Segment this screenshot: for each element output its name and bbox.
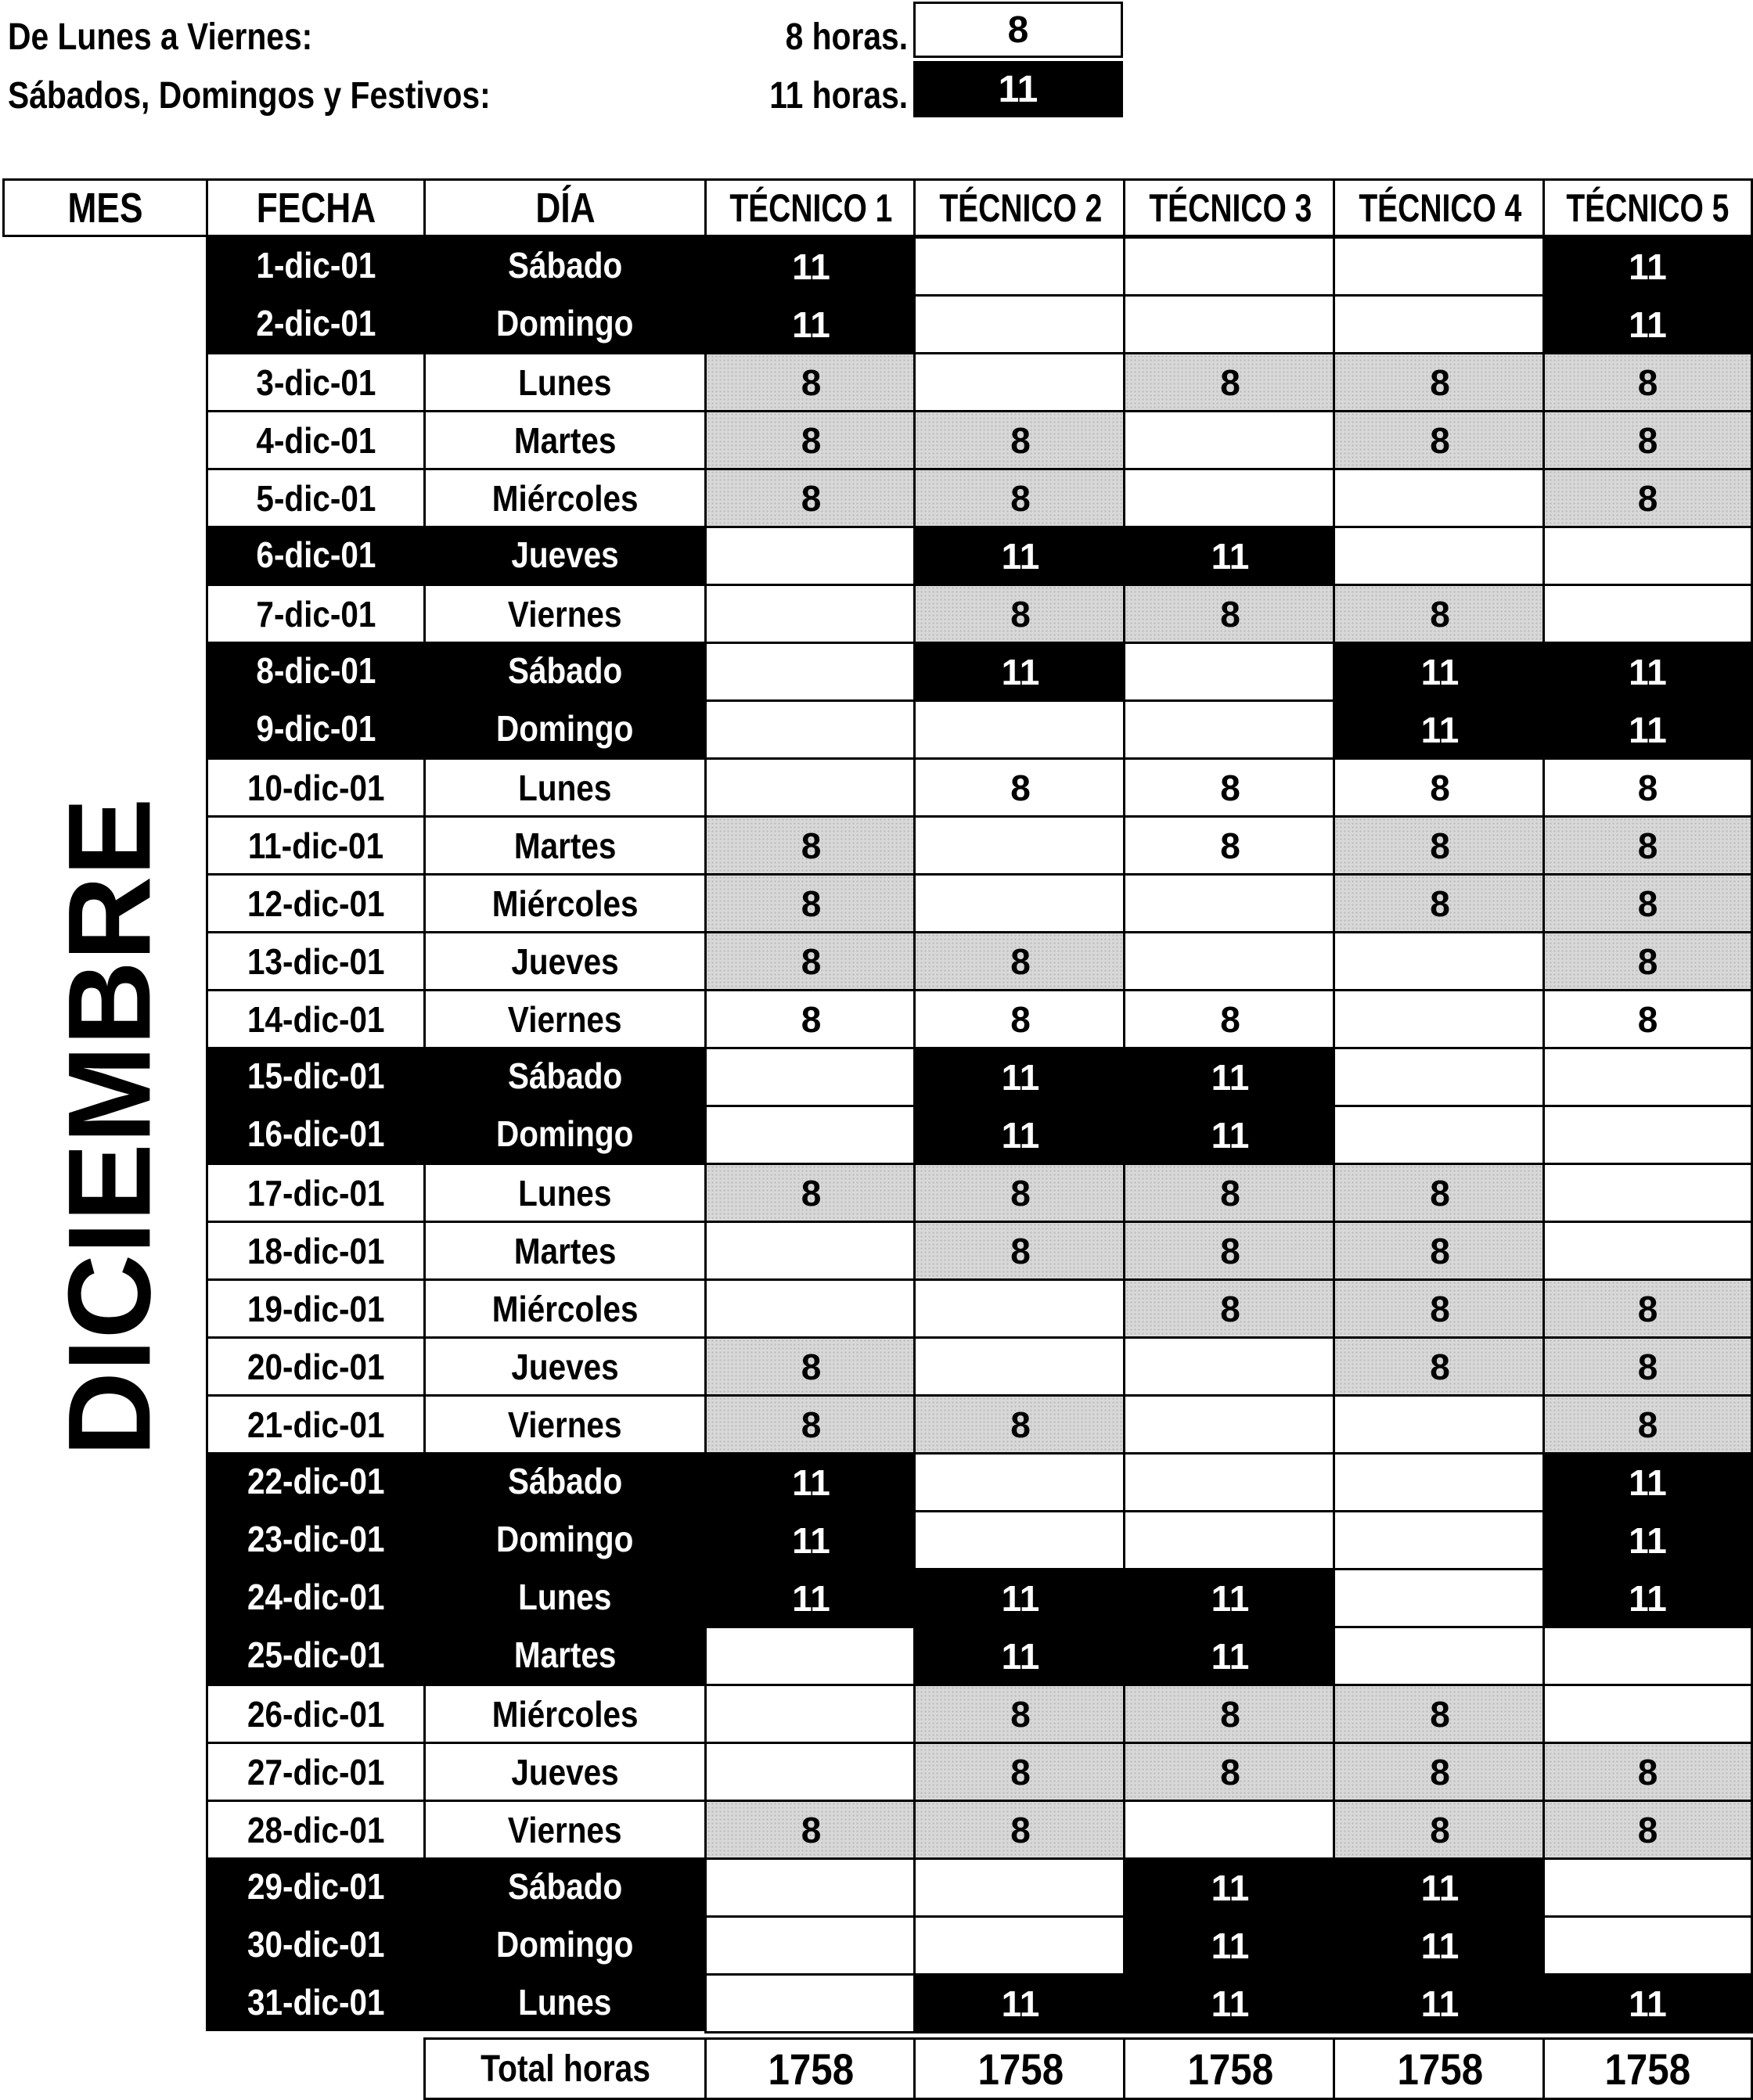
header-dia: DÍA [423, 178, 707, 237]
header-tecnico-5: TÉCNICO 5 [1542, 178, 1753, 237]
hours-cell-tecnico-5 [1542, 1684, 1753, 1744]
header-tecnico-2: TÉCNICO 2 [913, 178, 1128, 237]
hours-cell-tecnico-3 [1123, 1394, 1337, 1455]
day-cell: Miércoles [423, 1278, 707, 1339]
hours-cell-tecnico-3 [1123, 294, 1337, 354]
hours-cell-tecnico-1: 8 [704, 468, 918, 528]
hours-cell-tecnico-2: 11 [913, 1568, 1128, 1628]
hours-cell-tecnico-1 [704, 1221, 918, 1281]
hours-cell-tecnico-2 [913, 1857, 1128, 1918]
total-hours-tecnico-5: 1758 [1542, 2037, 1753, 2100]
hours-cell-tecnico-5: 11 [1542, 294, 1753, 354]
date-cell: 6-dic-01 [206, 526, 426, 584]
hours-cell-tecnico-3: 11 [1123, 1973, 1337, 2033]
hours-cell-tecnico-1: 8 [704, 352, 918, 412]
hours-cell-tecnico-5: 8 [1542, 1278, 1753, 1339]
hours-cell-tecnico-5: 8 [1542, 1800, 1753, 1860]
hours-cell-tecnico-4 [1333, 1568, 1547, 1628]
hours-cell-tecnico-2 [913, 294, 1128, 354]
hours-cell-tecnico-4: 11 [1333, 1915, 1547, 1976]
hours-cell-tecnico-5: 8 [1542, 410, 1753, 470]
hours-cell-tecnico-1 [704, 1278, 918, 1339]
day-cell: Martes [423, 1221, 707, 1281]
date-cell: 29-dic-01 [206, 1857, 426, 1915]
hours-cell-tecnico-1 [704, 1105, 918, 1165]
hours-cell-tecnico-2: 8 [913, 468, 1128, 528]
hours-cell-tecnico-3: 11 [1123, 1857, 1337, 1918]
hours-cell-tecnico-2 [913, 1452, 1128, 1512]
date-cell: 14-dic-01 [206, 989, 426, 1049]
date-cell: 30-dic-01 [206, 1915, 426, 1973]
day-cell: Jueves [423, 1742, 707, 1802]
date-cell: 15-dic-01 [206, 1047, 426, 1105]
hours-cell-tecnico-4 [1333, 989, 1547, 1049]
hours-cell-tecnico-3 [1123, 236, 1337, 297]
hours-cell-tecnico-1: 8 [704, 1800, 918, 1860]
hours-cell-tecnico-4 [1333, 1105, 1547, 1165]
day-cell: Jueves [423, 1336, 707, 1397]
hours-cell-tecnico-2: 8 [913, 1684, 1128, 1744]
hours-cell-tecnico-4 [1333, 1626, 1547, 1686]
date-cell: 28-dic-01 [206, 1800, 426, 1860]
date-cell: 17-dic-01 [206, 1163, 426, 1223]
hours-cell-tecnico-1 [704, 1742, 918, 1802]
hours-cell-tecnico-4 [1333, 1047, 1547, 1107]
hours-cell-tecnico-4: 11 [1333, 642, 1547, 702]
hours-cell-tecnico-2: 8 [913, 1221, 1128, 1281]
hours-cell-tecnico-5 [1542, 1915, 1753, 1976]
header-tecnico-3: TÉCNICO 3 [1123, 178, 1337, 237]
day-cell: Domingo [423, 1105, 707, 1163]
day-cell: Domingo [423, 1510, 707, 1568]
date-cell: 4-dic-01 [206, 410, 426, 470]
hours-cell-tecnico-5: 8 [1542, 352, 1753, 412]
hours-cell-tecnico-5: 11 [1542, 1510, 1753, 1570]
hours-cell-tecnico-5: 8 [1542, 931, 1753, 991]
hours-cell-tecnico-2: 8 [913, 1163, 1128, 1223]
hours-cell-tecnico-5 [1542, 584, 1753, 644]
hours-cell-tecnico-2 [913, 236, 1128, 297]
day-cell: Viernes [423, 1394, 707, 1455]
hours-cell-tecnico-2: 11 [913, 642, 1128, 702]
weekday-legend-hours: 8 horas. [785, 16, 908, 58]
day-cell: Sábado [423, 1047, 707, 1105]
hours-cell-tecnico-3 [1123, 1336, 1337, 1397]
hours-cell-tecnico-3 [1123, 1452, 1337, 1512]
hours-cell-tecnico-3: 8 [1123, 757, 1337, 818]
hours-cell-tecnico-3: 8 [1123, 1221, 1337, 1281]
hours-cell-tecnico-3 [1123, 410, 1337, 470]
hours-cell-tecnico-5: 8 [1542, 1336, 1753, 1397]
date-cell: 11-dic-01 [206, 815, 426, 876]
hours-cell-tecnico-3: 11 [1123, 526, 1337, 586]
hours-cell-tecnico-2: 8 [913, 1742, 1128, 1802]
day-cell: Sábado [423, 1452, 707, 1510]
hours-cell-tecnico-2: 11 [913, 1105, 1128, 1165]
hours-cell-tecnico-2 [913, 1915, 1128, 1976]
hours-cell-tecnico-1 [704, 584, 918, 644]
hours-cell-tecnico-1 [704, 1915, 918, 1976]
hours-cell-tecnico-2 [913, 352, 1128, 412]
hours-cell-tecnico-5 [1542, 1626, 1753, 1686]
hours-cell-tecnico-1: 8 [704, 1336, 918, 1397]
hours-cell-tecnico-3 [1123, 1800, 1337, 1860]
header-tecnico-4: TÉCNICO 4 [1333, 178, 1547, 237]
day-cell: Domingo [423, 1915, 707, 1973]
hours-cell-tecnico-5: 8 [1542, 1394, 1753, 1455]
hours-cell-tecnico-3 [1123, 1510, 1337, 1570]
hours-cell-tecnico-1: 8 [704, 1163, 918, 1223]
weekday-legend-label: De Lunes a Viernes: [8, 16, 313, 58]
hours-cell-tecnico-1 [704, 1857, 918, 1918]
hours-cell-tecnico-5 [1542, 1105, 1753, 1165]
hours-cell-tecnico-5: 11 [1542, 236, 1753, 297]
hours-cell-tecnico-4 [1333, 931, 1547, 991]
day-cell: Jueves [423, 931, 707, 991]
total-hours-tecnico-3: 1758 [1123, 2037, 1337, 2100]
hours-cell-tecnico-3 [1123, 699, 1337, 760]
hours-cell-tecnico-4: 8 [1333, 1221, 1547, 1281]
day-cell: Miércoles [423, 468, 707, 528]
total-hours-label: Total horas [423, 2037, 708, 2100]
date-cell: 21-dic-01 [206, 1394, 426, 1455]
hours-cell-tecnico-4: 8 [1333, 584, 1547, 644]
hours-cell-tecnico-4: 11 [1333, 699, 1547, 760]
hours-cell-tecnico-5: 11 [1542, 1452, 1753, 1512]
hours-cell-tecnico-1: 8 [704, 815, 918, 876]
day-cell: Domingo [423, 294, 707, 352]
hours-cell-tecnico-5: 8 [1542, 757, 1753, 818]
hours-cell-tecnico-4: 8 [1333, 1163, 1547, 1223]
hours-cell-tecnico-4 [1333, 526, 1547, 586]
weekend-legend-hours: 11 horas. [769, 75, 908, 117]
hours-cell-tecnico-1 [704, 1626, 918, 1686]
hours-cell-tecnico-1: 11 [704, 1510, 918, 1570]
hours-cell-tecnico-5: 8 [1542, 989, 1753, 1049]
hours-cell-tecnico-1 [704, 1973, 918, 2033]
hours-cell-tecnico-2 [913, 1336, 1128, 1397]
hours-cell-tecnico-3: 8 [1123, 1278, 1337, 1339]
hours-cell-tecnico-3: 8 [1123, 989, 1337, 1049]
hours-cell-tecnico-3: 8 [1123, 352, 1337, 412]
hours-cell-tecnico-4: 11 [1333, 1857, 1547, 1918]
date-cell: 5-dic-01 [206, 468, 426, 528]
hours-cell-tecnico-2: 11 [913, 526, 1128, 586]
hours-cell-tecnico-2 [913, 699, 1128, 760]
day-cell: Sábado [423, 236, 707, 294]
day-cell: Domingo [423, 699, 707, 757]
hours-cell-tecnico-4: 8 [1333, 352, 1547, 412]
header-mes: MES [2, 178, 208, 237]
date-cell: 18-dic-01 [206, 1221, 426, 1281]
day-cell: Lunes [423, 757, 707, 818]
month-label: DICIEMBRE [43, 797, 175, 1456]
hours-cell-tecnico-4: 8 [1333, 410, 1547, 470]
hours-cell-tecnico-2 [913, 873, 1128, 933]
hours-cell-tecnico-2: 8 [913, 1800, 1128, 1860]
hours-cell-tecnico-4 [1333, 468, 1547, 528]
hours-cell-tecnico-3: 11 [1123, 1915, 1337, 1976]
hours-cell-tecnico-1: 8 [704, 410, 918, 470]
hours-cell-tecnico-5: 8 [1542, 468, 1753, 528]
date-cell: 26-dic-01 [206, 1684, 426, 1744]
hours-cell-tecnico-3 [1123, 931, 1337, 991]
hours-cell-tecnico-2 [913, 1510, 1128, 1570]
hours-cell-tecnico-3: 11 [1123, 1626, 1337, 1686]
hours-cell-tecnico-4: 8 [1333, 1742, 1547, 1802]
day-cell: Miércoles [423, 873, 707, 933]
date-cell: 10-dic-01 [206, 757, 426, 818]
day-cell: Lunes [423, 352, 707, 412]
hours-cell-tecnico-2: 8 [913, 584, 1128, 644]
date-cell: 27-dic-01 [206, 1742, 426, 1802]
date-cell: 1-dic-01 [206, 236, 426, 294]
day-cell: Lunes [423, 1163, 707, 1223]
hours-cell-tecnico-1: 11 [704, 1452, 918, 1512]
hours-cell-tecnico-5 [1542, 1163, 1753, 1223]
hours-cell-tecnico-3 [1123, 873, 1337, 933]
hours-cell-tecnico-1 [704, 1047, 918, 1107]
header-fecha: FECHA [206, 178, 426, 237]
hours-cell-tecnico-5 [1542, 526, 1753, 586]
hours-cell-tecnico-3: 11 [1123, 1568, 1337, 1628]
date-cell: 7-dic-01 [206, 584, 426, 644]
date-cell: 22-dic-01 [206, 1452, 426, 1510]
hours-cell-tecnico-2: 8 [913, 931, 1128, 991]
hours-cell-tecnico-5: 8 [1542, 1742, 1753, 1802]
day-cell: Martes [423, 815, 707, 876]
hours-cell-tecnico-5: 8 [1542, 815, 1753, 876]
hours-cell-tecnico-4: 8 [1333, 815, 1547, 876]
day-cell: Viernes [423, 989, 707, 1049]
hours-cell-tecnico-1 [704, 1684, 918, 1744]
hours-cell-tecnico-1 [704, 699, 918, 760]
hours-cell-tecnico-2: 11 [913, 1047, 1128, 1107]
hours-cell-tecnico-2: 8 [913, 1394, 1128, 1455]
date-cell: 16-dic-01 [206, 1105, 426, 1163]
hours-cell-tecnico-5 [1542, 1047, 1753, 1107]
hours-cell-tecnico-4: 8 [1333, 1684, 1547, 1744]
hours-cell-tecnico-1 [704, 526, 918, 586]
hours-cell-tecnico-3 [1123, 468, 1337, 528]
hours-cell-tecnico-1 [704, 642, 918, 702]
hours-cell-tecnico-1: 8 [704, 989, 918, 1049]
day-cell: Viernes [423, 1800, 707, 1860]
weekend-legend-box: 11 [913, 61, 1123, 117]
hours-cell-tecnico-1: 8 [704, 873, 918, 933]
hours-cell-tecnico-4 [1333, 1452, 1547, 1512]
date-cell: 13-dic-01 [206, 931, 426, 991]
hours-cell-tecnico-5: 8 [1542, 873, 1753, 933]
hours-cell-tecnico-1: 11 [704, 294, 918, 354]
total-hours-tecnico-1: 1758 [704, 2037, 918, 2100]
hours-cell-tecnico-4: 11 [1333, 1973, 1547, 2033]
hours-cell-tecnico-2: 8 [913, 410, 1128, 470]
date-cell: 2-dic-01 [206, 294, 426, 352]
date-cell: 25-dic-01 [206, 1626, 426, 1684]
hours-cell-tecnico-2: 8 [913, 757, 1128, 818]
hours-cell-tecnico-2: 11 [913, 1626, 1128, 1686]
day-cell: Miércoles [423, 1684, 707, 1744]
day-cell: Lunes [423, 1568, 707, 1626]
day-cell: Jueves [423, 526, 707, 584]
day-cell: Viernes [423, 584, 707, 644]
hours-cell-tecnico-1: 11 [704, 236, 918, 297]
hours-cell-tecnico-4: 8 [1333, 1800, 1547, 1860]
hours-cell-tecnico-3: 8 [1123, 815, 1337, 876]
hours-cell-tecnico-3: 11 [1123, 1105, 1337, 1165]
hours-cell-tecnico-4: 8 [1333, 1278, 1547, 1339]
hours-cell-tecnico-3: 8 [1123, 1684, 1337, 1744]
weekend-legend-label: Sábados, Domingos y Festivos: [8, 75, 491, 117]
hours-cell-tecnico-4 [1333, 1510, 1547, 1570]
date-cell: 19-dic-01 [206, 1278, 426, 1339]
hours-cell-tecnico-5: 11 [1542, 1568, 1753, 1628]
hours-cell-tecnico-4 [1333, 236, 1547, 297]
hours-cell-tecnico-2 [913, 1278, 1128, 1339]
hours-cell-tecnico-1: 8 [704, 1394, 918, 1455]
date-cell: 23-dic-01 [206, 1510, 426, 1568]
hours-cell-tecnico-1: 8 [704, 931, 918, 991]
date-cell: 8-dic-01 [206, 642, 426, 699]
day-cell: Martes [423, 1626, 707, 1684]
weekday-legend-box: 8 [913, 2, 1123, 58]
day-cell: Sábado [423, 642, 707, 699]
date-cell: 31-dic-01 [206, 1973, 426, 2031]
hours-cell-tecnico-4: 8 [1333, 757, 1547, 818]
date-cell: 12-dic-01 [206, 873, 426, 933]
date-cell: 3-dic-01 [206, 352, 426, 412]
hours-cell-tecnico-2 [913, 815, 1128, 876]
total-hours-tecnico-2: 1758 [913, 2037, 1128, 2100]
hours-cell-tecnico-5 [1542, 1221, 1753, 1281]
date-cell: 24-dic-01 [206, 1568, 426, 1626]
hours-cell-tecnico-5: 11 [1542, 1973, 1753, 2033]
hours-cell-tecnico-4: 8 [1333, 873, 1547, 933]
hours-cell-tecnico-4: 8 [1333, 1336, 1547, 1397]
hours-cell-tecnico-3 [1123, 642, 1337, 702]
day-cell: Lunes [423, 1973, 707, 2031]
day-cell: Martes [423, 410, 707, 470]
hours-cell-tecnico-3: 8 [1123, 1163, 1337, 1223]
hours-cell-tecnico-3: 8 [1123, 584, 1337, 644]
header-tecnico-1: TÉCNICO 1 [704, 178, 918, 237]
hours-cell-tecnico-4 [1333, 294, 1547, 354]
hours-cell-tecnico-2: 8 [913, 989, 1128, 1049]
date-cell: 20-dic-01 [206, 1336, 426, 1397]
total-hours-tecnico-4: 1758 [1333, 2037, 1547, 2100]
hours-cell-tecnico-3: 11 [1123, 1047, 1337, 1107]
hours-cell-tecnico-5: 11 [1542, 642, 1753, 702]
date-cell: 9-dic-01 [206, 699, 426, 757]
hours-cell-tecnico-4 [1333, 1394, 1547, 1455]
hours-cell-tecnico-1 [704, 757, 918, 818]
hours-cell-tecnico-1: 11 [704, 1568, 918, 1628]
hours-cell-tecnico-5: 11 [1542, 699, 1753, 760]
hours-cell-tecnico-3: 8 [1123, 1742, 1337, 1802]
hours-cell-tecnico-2: 11 [913, 1973, 1128, 2033]
day-cell: Sábado [423, 1857, 707, 1915]
hours-cell-tecnico-5 [1542, 1857, 1753, 1918]
